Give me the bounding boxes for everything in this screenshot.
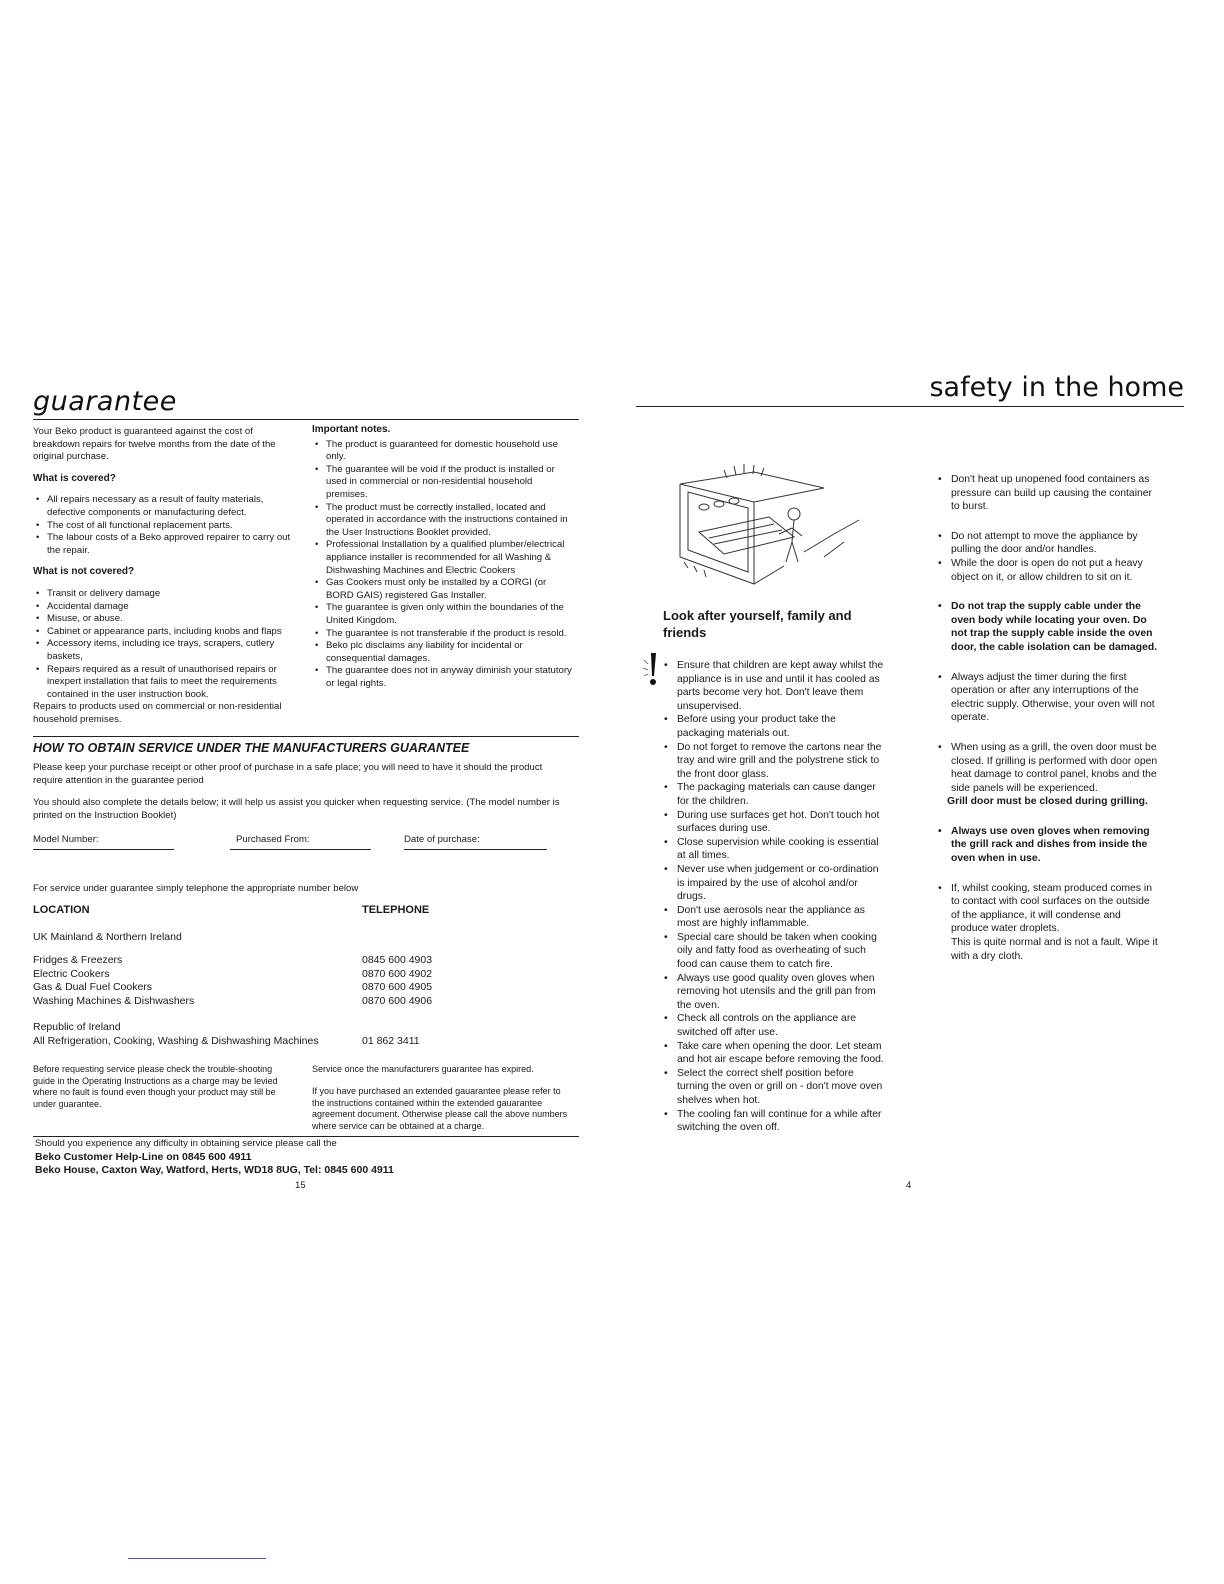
row-label: Electric Cookers <box>33 967 110 980</box>
list-item: • Before using your product take the packaging materials out. <box>662 713 886 740</box>
list-item: • Do not attempt to move the appliance by pulling the door and/or handles. <box>936 530 1158 557</box>
region-ireland: Republic of Ireland <box>33 1021 121 1033</box>
table-row <box>33 968 453 982</box>
list-item: • All repairs necessary as a result of faulty materials, defective components or manufacturing defect. <box>33 494 295 519</box>
safety-column-2 <box>936 473 1158 963</box>
guarantee-intro: Your Beko product is guaranteed against the cost of breakdown repairs for twelve months from the date of the original purchase. <box>33 426 276 463</box>
not-covered-heading: What is not covered? <box>33 566 135 578</box>
list-item: • Accidental damage <box>33 601 295 614</box>
grill-door-warning: Grill door must be closed during grilling. <box>947 796 1148 808</box>
before-requesting-text: Before requesting service please check the trouble-shooting guide in the Operating Instructions as a charge may be levied where no fault is found even though your product may still be under guarantee. <box>33 1064 278 1109</box>
list-item: • The guarantee is not transferable if the product is resold. <box>312 628 574 641</box>
list-item: • Always adjust the timer during the first operation or after any interruptions of the electric supply. Otherwise, your oven will not operate. <box>936 671 1158 725</box>
page-number-left: 15 <box>295 1180 306 1191</box>
list-item: • Accessory items, including ice trays, scrapers, cutlery baskets, <box>33 638 295 663</box>
cable-warning-1: Do not trap the supply cable under the oven body while locating your oven. <box>951 601 1141 626</box>
list-item: • Always use oven gloves when removing the grill rack and dishes from inside the oven when in use. <box>936 825 1158 866</box>
list-item: • Special care should be taken when cooking oily and fatty food as overheating of such food can cause them to catch fire. <box>662 931 886 972</box>
helpline-text: Beko Customer Help-Line on 0845 600 4911 <box>35 1151 252 1163</box>
footer-rule <box>33 1136 579 1137</box>
guarantee-title: guarantee <box>33 386 177 417</box>
safety-list-g <box>936 882 1158 964</box>
list-item: • Close supervision while cooking is essential at all times. <box>662 836 886 863</box>
list-item: • Check all controls on the appliance are switched off after use. <box>662 1012 886 1039</box>
list-item: • The labour costs of a Beko approved repairer to carry out the repair. <box>33 532 295 557</box>
covered-list <box>33 494 295 557</box>
list-item <box>936 600 1158 654</box>
list-item: • Don't use aerosols near the appliance as most are highly inflammable. <box>662 904 886 931</box>
cable-warning-2: Do not trap the supply cable inside the oven door, the cable isolation can be damaged. <box>951 614 1158 653</box>
list-item: • While the door is open do not put a heavy object on it, or allow children to sit on it. <box>936 557 1158 584</box>
list-item: • Misuse, or abuse. <box>33 613 295 626</box>
row-label: Gas & Dual Fuel Cookers <box>33 981 153 994</box>
list-item: • Professional Installation by a qualified plumber/electrical appliance installer is recommended for all Washing & Dishwashing Machines and Electric Cookers <box>312 539 574 577</box>
service-heading: HOW TO OBTAIN SERVICE UNDER THE MANUFACTURERS GUARANTEE <box>33 741 470 755</box>
purchased-from-label: Purchased From: <box>236 834 310 845</box>
list-item: • Never use when judgement or co-ordination is impaired by the use of alcohol and/or drugs. <box>662 863 886 904</box>
covered-heading: What is covered? <box>33 472 116 484</box>
safety-list-e <box>936 741 1158 809</box>
model-number-label: Model Number: <box>33 834 99 845</box>
date-of-purchase-field[interactable] <box>404 834 547 850</box>
safety-list-c <box>936 600 1158 654</box>
table-row <box>33 981 453 995</box>
list-item: • The guarantee is given only within the boundaries of the United Kingdom. <box>312 602 574 627</box>
list-item <box>936 882 1158 964</box>
service-rule <box>33 736 579 737</box>
page-number-right: 4 <box>906 1180 912 1191</box>
list-item: • The guarantee does not in anyway diminish your statutory or legal rights. <box>312 665 574 690</box>
safety-title: safety in the home <box>929 372 1184 403</box>
list-item: • Select the correct shelf position before turning the oven or grill on - don't move oven shelves when hot. <box>662 1067 886 1108</box>
steam-note-tail: This is quite normal and is not a fault. Wipe it with a dry cloth. <box>951 937 1158 962</box>
list-item: • Cabinet or appearance parts, including knobs and flaps <box>33 626 295 639</box>
list-item: • Transit or delivery damage <box>33 588 295 601</box>
difficulty-text: Should you experience any difficulty in obtaining service please call the <box>35 1138 337 1149</box>
notes-heading: Important notes. <box>312 424 391 435</box>
row-phone: 0845 600 4903 <box>362 954 433 966</box>
list-item: • The cooling fan will continue for a while after switching the oven off. <box>662 1108 886 1135</box>
grill-note: When using as a grill, the oven door must be closed. If grilling is performed with door open heat damage to control panel, knobs and the side panels will be experienced. <box>951 741 1158 794</box>
list-item: • The cost of all functional replacement parts. <box>33 520 295 533</box>
notes-list <box>312 439 574 691</box>
family-heading: Look after yourself, family and friends <box>663 608 852 640</box>
list-item: • Ensure that children are kept away whilst the appliance is in use and until it has cooled as parts become very hot. Don't leave them unsupervised. <box>662 659 886 713</box>
important-notes-column <box>312 424 574 690</box>
family-safety-list <box>662 659 886 1135</box>
list-item: • Take care when opening the door. Let steam and hot air escape before removing the food. <box>662 1040 886 1067</box>
row-phone: 0870 600 4905 <box>362 981 433 994</box>
telephone-header: TELEPHONE <box>362 904 430 916</box>
not-covered-list <box>33 588 295 701</box>
purchased-from-field[interactable] <box>230 834 371 850</box>
safety-list-a <box>936 473 1158 514</box>
blue-divider <box>128 1558 266 1559</box>
not-covered-tail: Repairs to products used on commercial or non-residential household premises. <box>33 701 282 725</box>
oven-child-illustration <box>674 462 874 594</box>
title-rule-right <box>636 406 1184 407</box>
safety-list-f <box>936 825 1158 866</box>
safety-list-b <box>936 530 1158 584</box>
table-row <box>33 954 453 968</box>
row-label: All Refrigeration, Cooking, Washing & Dishwashing Machines <box>33 1035 319 1047</box>
phone-intro: For service under guarantee simply telephone the appropriate number below <box>33 883 359 894</box>
safety-list-d <box>936 671 1158 725</box>
list-item: • Repairs required as a result of unauthorised repairs or inexpert installation that fails to meet the requirements contained in the user instruction book. <box>33 664 295 702</box>
row-label: Washing Machines & Dishwashers <box>33 994 195 1007</box>
uk-phone-table <box>33 954 453 1008</box>
row-phone: 0870 600 4906 <box>362 994 433 1007</box>
list-item: • The product must be correctly installed, located and operated in accordance with the instructions contained in the User Instructions Booklet provided. <box>312 502 574 540</box>
row-label: Fridges & Freezers <box>33 954 123 966</box>
list-item <box>936 741 1158 809</box>
list-item: • Gas Cookers must only be installed by a CORGI (or BORD GAIS) registered Gas Installer. <box>312 577 574 602</box>
title-rule-left <box>33 419 579 420</box>
list-item: • Do not forget to remove the cartons near the tray and wire grill and the polystrene stick to the front door glass. <box>662 741 886 782</box>
service-paragraph-1: Please keep your purchase receipt or other proof of purchase in a safe place; you will need to have it should the product require attention in the guarantee period <box>33 762 543 786</box>
row-phone: 01 862 3411 <box>362 1035 420 1047</box>
list-item: • The guarantee will be void if the product is installed or used in commercial or non-residential household premises. <box>312 464 574 502</box>
warning-exclamation-icon <box>642 652 662 688</box>
list-item: • Beko plc disclaims any liability for incidental or consequential damages. <box>312 640 574 665</box>
extended-guarantee-text: If you have purchased an extended gauarantee please refer to the instructions contained within the extended gauarantee agreement document. Otherwise please call the above numbers where service can be obtained at a charge. <box>312 1086 568 1131</box>
row-phone: 0870 600 4902 <box>362 967 433 980</box>
location-header: LOCATION <box>33 904 90 916</box>
service-paragraph-2: You should also complete the details below; it will help us assist you quicker when requesting service. (The model number is printed on the Instruction Booklet) <box>33 797 560 821</box>
address-text: Beko House, Caxton Way, Watford, Herts, WD18 8UG, Tel: 0845 600 4911 <box>35 1164 394 1176</box>
date-of-purchase-label: Date of purchase: <box>404 834 480 845</box>
list-item: • During use surfaces get hot. Don't touch hot surfaces during use. <box>662 809 886 836</box>
steam-note: If, whilst cooking, steam produced comes in to contact with cool surfaces on the outside of the appliance, it will condense and produce water droplets. <box>951 882 1152 935</box>
list-item: • Don't heat up unopened food containers as pressure can build up causing the container to burst. <box>936 473 1158 514</box>
list-item: • The product is guaranteed for domestic household use only. <box>312 439 574 464</box>
model-number-field[interactable] <box>33 834 174 850</box>
ireland-row <box>33 1035 453 1049</box>
list-item: • Always use good quality oven gloves when removing hot utensils and the grill pan from the oven. <box>662 972 886 1013</box>
guarantee-left-column <box>33 426 295 726</box>
expired-text: Service once the manufacturers guarantee has expired. <box>312 1064 534 1074</box>
region-uk: UK Mainland & Northern Ireland <box>33 931 182 943</box>
table-row <box>33 995 453 1009</box>
list-item: • The packaging materials can cause danger for the children. <box>662 781 886 808</box>
